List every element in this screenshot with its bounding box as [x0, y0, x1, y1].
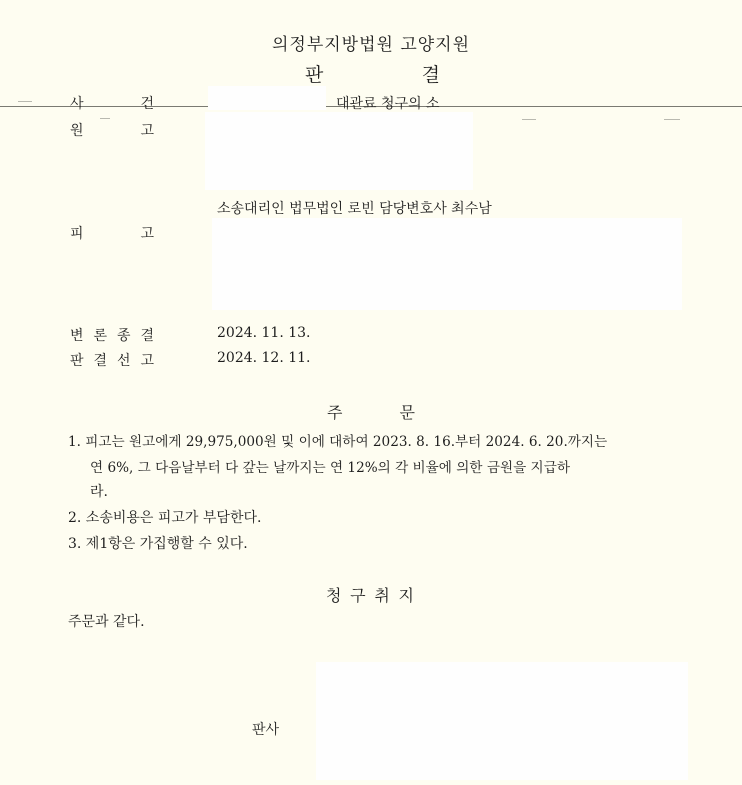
closing-label [70, 325, 154, 345]
verdict-label [70, 350, 154, 370]
judge-label: 판사 [252, 722, 280, 738]
label-char: 건 [140, 96, 154, 112]
scan-speck [18, 101, 32, 102]
title-char: 지 [398, 586, 414, 605]
label-char: 고 [140, 123, 154, 139]
document-title-char: 결 [421, 64, 440, 86]
order-item-1: 1. 피고는 원고에게 29,975,000원 및 이에 대하여 2023. 8. 16.부터 2024. 6. 20.까지는 [68, 434, 608, 450]
case-label [70, 93, 154, 113]
label-char: 원 [70, 123, 84, 139]
title-char: 청 [326, 586, 342, 605]
redacted-plaintiff-info [205, 112, 473, 190]
order-item-2: 2. 소송비용은 피고가 부담한다. [68, 510, 262, 526]
title-char: 취 [374, 586, 390, 605]
label-char: 선 [116, 353, 131, 369]
label-char: 피 [70, 226, 84, 242]
document-title-char: 판 [305, 64, 324, 86]
label-char: 결 [93, 353, 108, 369]
redacted-defendant-info [212, 218, 682, 310]
label-char: 결 [140, 328, 154, 344]
label-char: 종 [116, 328, 131, 344]
document-title [305, 60, 440, 87]
case-value: 대관료 청구의 소 [336, 96, 440, 112]
label-char: 고 [140, 353, 154, 369]
label-char: 사 [70, 96, 84, 112]
claim-text: 주문과 같다. [68, 614, 145, 630]
closing-date: 2024. 11. 13. [217, 325, 311, 341]
plaintiff-counsel: 소송대리인 법무법인 로빈 담당변호사 최수남 [217, 201, 492, 217]
defendant-label [70, 223, 154, 243]
plaintiff-label [70, 120, 154, 140]
title-char: 주 [327, 403, 343, 422]
court-name: 의정부지방법원 고양지원 [271, 35, 471, 55]
label-char: 판 [70, 353, 84, 369]
order-title [327, 400, 415, 423]
order-item-3: 3. 제1항은 가집행할 수 있다. [68, 536, 248, 552]
label-char: 변 [70, 328, 84, 344]
label-char: 고 [140, 226, 154, 242]
scan-speck [664, 119, 680, 120]
order-item-1-continued: 연 6%, 그 다음날부터 다 갚는 날까지는 연 12%의 각 비율에 의한 금원을 지급하 [90, 460, 570, 476]
title-char: 문 [399, 403, 415, 422]
verdict-date: 2024. 12. 11. [217, 350, 311, 366]
scan-speck [522, 119, 536, 120]
redacted-judge-name [316, 662, 688, 780]
redacted-case-number [208, 86, 326, 110]
scan-speck [100, 118, 110, 119]
label-char: 론 [93, 328, 108, 344]
title-char: 구 [350, 586, 366, 605]
claim-title [326, 583, 414, 606]
order-item-1-end: 라. [90, 484, 108, 500]
